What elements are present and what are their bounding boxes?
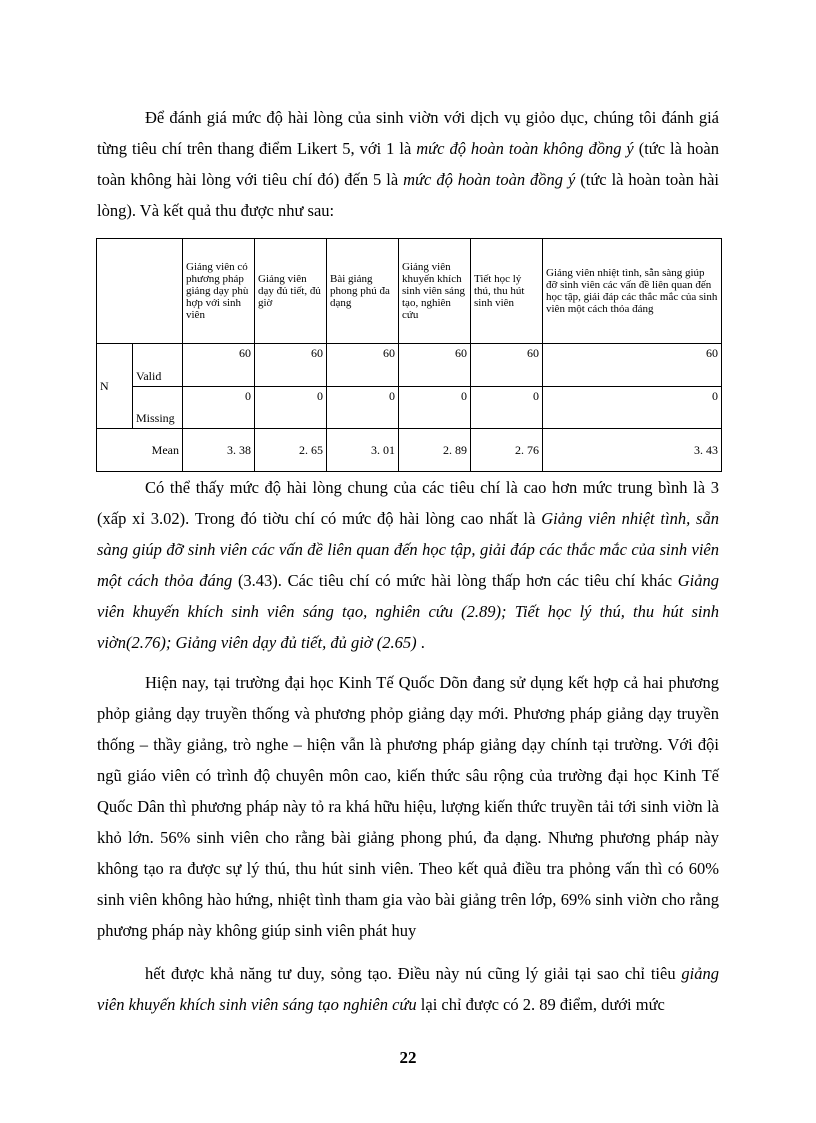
table-cell: 2. 89: [399, 429, 471, 472]
header-row: [97, 239, 722, 344]
table-cell: 60: [183, 344, 255, 387]
table-cell: 2. 76: [471, 429, 543, 472]
table-cell: 60: [255, 344, 327, 387]
missing-row: [97, 387, 722, 429]
text-run: Để đánh giá mức độ hài lòng của sinh viờn với dịch vụ giỏo dục, chúng tôi đánh giá từng tiêu chí trên thang điểm Likert 5, với 1 là: [97, 108, 719, 158]
table-cell: 3. 38: [183, 429, 255, 472]
teaching-method-paragraph: Hiện nay, tại trường đại học Kinh Tế Quốc Dõn đang sử dụng kết hợp cả hai phương phỏp giảng dạy truyền thống và phương phỏp giảng dạy mới. Phương pháp giảng dạy truyền thống – thầy giảng, trò nghe – hiện vẫn là phương pháp giảng dạy chính tại trường. Với đội ngũ giáo viên có trình độ chuyên môn cao, kiến thức sâu rộng của trường đại học Kinh Tế Quốc Dân thì phương pháp này tỏ ra khá hữu hiệu, lượng kiến thức truyền tải tới sinh viờn là khỏ lớn. 56% sinh viên cho rằng bài giảng phong phú, đa dạng. Nhưng phương pháp này không tạo ra được sự lý thú, thu hút sinh viên. Theo kết quả điều tra phỏng vấn thì có 60% sinh viên không hào hứng, nhiệt tình tham gia vào bài giảng trên lớp, 69% sinh viờn cho rằng phương pháp này không giúp sinh viên phát huy: [97, 673, 719, 940]
column-header: Bài giảng phong phú đa dạng: [327, 239, 399, 344]
column-header: Giảng viên dạy đủ tiết, đủ giờ: [255, 239, 327, 344]
row-label-valid: Valid: [133, 344, 183, 387]
table-cell: 0: [183, 387, 255, 429]
emphasis-text: mức độ hoàn toàn đồng ý: [403, 170, 576, 189]
table-cell: 3. 43: [543, 429, 722, 472]
row-label-mean: Mean: [97, 429, 183, 472]
text-run: Có thể thấy mức độ hài lòng chung của các tiêu chí là cao hơn mức trung bình là 3 (xấp xỉ 3.02). Trong đó tiờu chí có mức độ hài lòng cao nhất là: [97, 478, 719, 528]
corner-cell: [97, 239, 183, 344]
text-run: (tức là hoàn toàn hài lòng). Và kết quả thu được như sau:: [97, 170, 719, 220]
emphasis-text: Giảng viên khuyến khích sinh viên sáng tạo, nghiên cứu (2.89); Tiết học lý thú, thu hút sinh viờn(2.76); Giảng viên dạy đủ tiết, đủ giờ (2.65): [97, 571, 720, 652]
column-header: Giảng viên nhiệt tình, sẵn sàng giúp đỡ sinh viên các vấn đề liên quan đến học tập, giải đáp các thắc mắc của sinh viên một cách thỏa đáng: [543, 239, 722, 344]
table-cell: 60: [543, 344, 722, 387]
mean-row: [97, 429, 722, 472]
n-label: N: [97, 344, 133, 429]
conclusion-paragraph: [97, 958, 719, 1020]
emphasis-text: mức độ hoàn toàn không đồng ý: [416, 139, 634, 158]
table-cell: 60: [399, 344, 471, 387]
emphasis-text: Giảng viên nhiệt tình, sẵn sàng giúp đỡ sinh viên các vấn đề liên quan đến học tập, giải đáp các thắc mắc của sinh viên một cách thỏa đáng: [97, 509, 719, 590]
table-cell: 2. 65: [255, 429, 327, 472]
table-cell: 60: [471, 344, 543, 387]
table-cell: 0: [471, 387, 543, 429]
intro-paragraph: [97, 102, 719, 226]
table-cell: 0: [327, 387, 399, 429]
valid-row: [97, 344, 722, 387]
text-run: (3.43). Các tiêu chí có mức hài lòng thấp hơn các tiêu chí khác: [232, 571, 678, 590]
row-label-missing: Missing: [133, 387, 183, 429]
table-cell: 3. 01: [327, 429, 399, 472]
table-cell: 60: [327, 344, 399, 387]
text-run: .: [416, 633, 425, 652]
text-run: lại chỉ được có 2. 89 điểm, dưới mức: [416, 995, 665, 1014]
column-header: Tiết học lý thú, thu hút sinh viên: [471, 239, 543, 344]
page-number: 22: [399, 1048, 417, 1067]
table-cell: 0: [399, 387, 471, 429]
satisfaction-stats-table: [96, 238, 722, 472]
column-header: Giảng viên khuyến khích sinh viên sáng tạo, nghiên cứu: [399, 239, 471, 344]
table-cell: 0: [255, 387, 327, 429]
analysis-paragraph: [97, 472, 719, 658]
column-header: Giảng viên có phương pháp giảng dạy phù hợp với sinh viên: [183, 239, 255, 344]
emphasis-text: giảng viên khuyến khích sinh viên sáng tạo nghiên cứu: [97, 964, 719, 1014]
text-run: (tức là hoàn toàn không hài lòng với tiêu chí đó) đến 5 là: [97, 139, 719, 189]
text-run: hết được khả năng tư duy, sỏng tạo. Điều này nú cũng lý giải tại sao chỉ tiêu: [145, 964, 682, 983]
table-cell: 0: [543, 387, 722, 429]
